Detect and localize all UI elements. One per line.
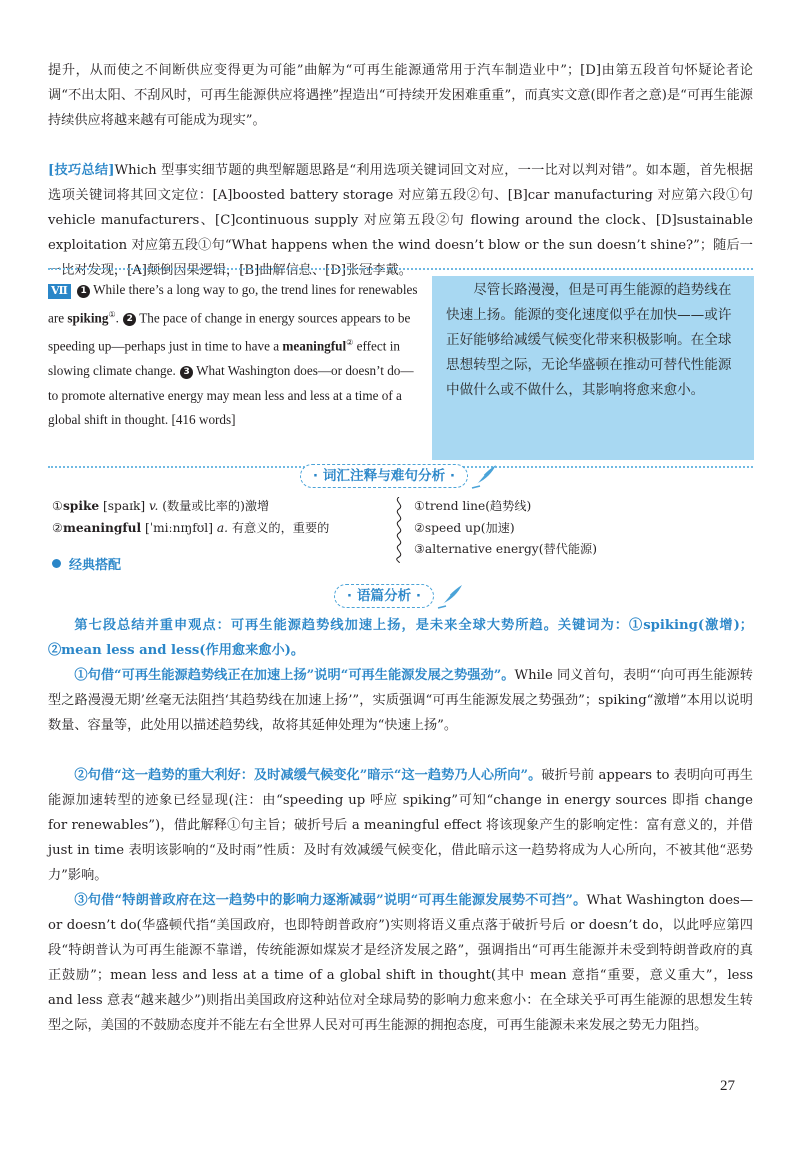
analysis-section-title-pill: · 语篇分析 · (334, 584, 434, 608)
translation-box (432, 276, 754, 460)
divider-squiggle-icon (393, 497, 405, 563)
collocation-item: ①trend line(趋势线) (414, 499, 532, 513)
vocab-word: meaningful (62, 521, 142, 535)
collocation-item: ③alternative energy(替代能源) (414, 542, 597, 556)
classic-collocations-heading (52, 554, 121, 573)
sentence-number-3: 3 (180, 366, 193, 379)
quill-icon (436, 583, 464, 609)
vocab-pos: v. (149, 499, 159, 513)
sentence-1-text: While there’s a long way to go, the trend lines for renewables are (48, 282, 418, 326)
collocation-list (414, 496, 714, 561)
vocab-phonetic: [ˈmiːnɪŋfʊl] (141, 521, 217, 535)
quill-icon (470, 463, 498, 489)
collocation-item: ②speed up(加速) (414, 520, 515, 535)
footnote-1: ① (108, 309, 116, 319)
sentence-2-end: effect in slowing climate change. (48, 338, 400, 378)
vocab-entry-1 (52, 496, 269, 517)
vocab-def: 有意义的，重要的 (227, 521, 330, 535)
vocab-def: (数量或比率的)激增 (158, 499, 270, 513)
vocab-num: ② (52, 521, 63, 535)
analysis-sentence-1 (48, 663, 753, 738)
answer-explanation-text: 提升，从而使之不间断供应变得更为可能”曲解为“可再生能源通常用于汽车制造业中”；[D]由第五段首句怀疑论者论调“不出太阳、不刮风时，可再生能源供应将遇挫”捏造出“可持续开发困难重重”，而真实文意(即作者之意)是“可再生能源持续供应将越来越有可能成为现实”。 (48, 63, 753, 128)
sentence-2-text: The pace of change in energy sources appears to be speeding up—perhaps just in time to have a (48, 310, 411, 354)
tip-summary-paragraph (48, 158, 753, 283)
analysis-intro-text: 第七段总结并重申观点：可再生能源趋势线加速上扬，是未来全球大势所趋。关键词为：①spiking(激增)；②mean less and less(作用愈来愈小)。 (48, 618, 753, 658)
vocab-section-header (286, 463, 512, 489)
tip-summary-text: Which 型事实细节题的典型解题思路是“利用选项关键词回文对应，一一比对以判对错”。如本题，首先根据选项关键词将其回文定位：[A]boosted battery storage 对应第五段②句、[B]car manufacturing 对应第六段①句 vehicle manufacturers、[C]continuous supply 对应第五段②句 flowing around the clock、[D]sustainable exploitation 对应第五段①句“What happens when the wind doesn’t blow or the sun doesn’t shine?”；随后一一比对发现，[A]颠倒因果逻辑，[B]曲解信息、[D]张冠李戴。 (48, 163, 753, 278)
analysis-2-heading: ②句借“这一趋势的重大利好：及时减缓气候变化”暗示“这一趋势乃人心所向”。 (74, 768, 542, 783)
footnote-2: ② (346, 337, 354, 347)
vocab-num: ① (52, 499, 63, 513)
analysis-intro (48, 613, 753, 663)
classic-collocations-title: 经典搭配 (69, 558, 122, 573)
sentence-number-2: 2 (123, 313, 136, 326)
vocab-word-spiking: spiking (67, 310, 109, 326)
bullet-dot-icon (52, 559, 61, 568)
sentence-1-end: . (115, 310, 119, 326)
translation-text: 尽管长路漫漫，但是可再生能源的趋势线在快速上扬。能源的变化速度似乎在加快——或许正好能够给减缓气候变化带来积极影响。在全球思想转型之际，无论华盛顿在推动可替代性能源中做什么或不做什么，其影响将愈来愈小。 (446, 282, 732, 398)
analysis-sentence-2 (48, 763, 753, 888)
analysis-section-title: 语篇分析 (356, 588, 412, 604)
vocab-phonetic: [spaɪk] (99, 499, 150, 513)
vocab-entry-2 (52, 518, 329, 539)
vocab-section-title: 词汇注释与难句分析 (322, 468, 446, 484)
sentence-3-text: What Washington does—or doesn’t do—to promote alternative energy may mean less and less at a time of a global shift in thought. [416 words] (48, 362, 414, 428)
analysis-3-text: What Washington does—or doesn’t do(华盛顿代指“美国政府，也即特朗普政府”)实则将语义重点落于破折号后 or doesn’t do，以此呼应第四段“特朗普认为可再生能源不靠谱，传统能源如煤炭才是经济发展之路”，强调指出“可再生能源并未受到特朗普政府的真正鼓励”；mean less and less at a time of a global shift in thought(其中 mean 意指“重要，意义重大”，less and less 意表“越来越少”)则指出美国政府这种站位对全球局势的影响力愈来愈小：在全球关乎可再生能源的思想发生转型之际，美国的不鼓励态度并不能左右全世界人民对可再生能源的拥抱态度，可再生能源未来发展之势无力阻挡。 (48, 893, 754, 1033)
section-divider (48, 268, 753, 270)
tip-summary-label: [技巧总结] (48, 163, 115, 178)
paragraph-seven-english (48, 278, 420, 433)
vocab-section-title-pill: · 词汇注释与难句分析 · (300, 464, 468, 488)
vocab-word-meaningful: meaningful (282, 338, 347, 354)
sentence-number-1: 1 (77, 285, 90, 298)
analysis-3-heading: ③句借“特朗普政府在这一趋势中的影响力逐渐减弱”说明“可再生能源发展势不可挡”。 (74, 893, 587, 908)
vocab-pos: a. (216, 521, 228, 535)
vocab-word: spike (62, 499, 100, 513)
paragraph-numeral: Ⅶ (48, 284, 71, 299)
analysis-sentence-3 (48, 888, 753, 1038)
analysis-1-heading: ①句借“可再生能源趋势线正在加速上扬”说明“可再生能源发展之势强劲”。 (74, 668, 515, 683)
analysis-2-text: 破折号前 appears to 表明向可再生能源加速转型的迹象已经显现(注：由“speeding up 呼应 spiking”可知“change in energy sources 即指 change for renewables”)，借此解释①句主旨；破折号后 a meaningful effect 将该现象产生的影响定性：富有意义的，并借 just in time 表明该影响的“及时雨”性质：及时有效减缓气候变化，借此暗示这一趋势将成为人心所向，不被其他“恶势力”影响。 (48, 768, 753, 883)
page-number: 27 (720, 1078, 735, 1094)
analysis-1-text: While 同义首句，表明“‘向可再生能源转型之路漫漫无期’丝毫无法阻挡‘其趋势线在加速上扬’”，实质强调“可再生能源发展之势强劲”；spiking“激增”本用以说明数量、容量等，此处用以描述趋势线，故将其延伸处理为“快速上扬”。 (48, 668, 753, 733)
analysis-section-header (286, 583, 512, 609)
